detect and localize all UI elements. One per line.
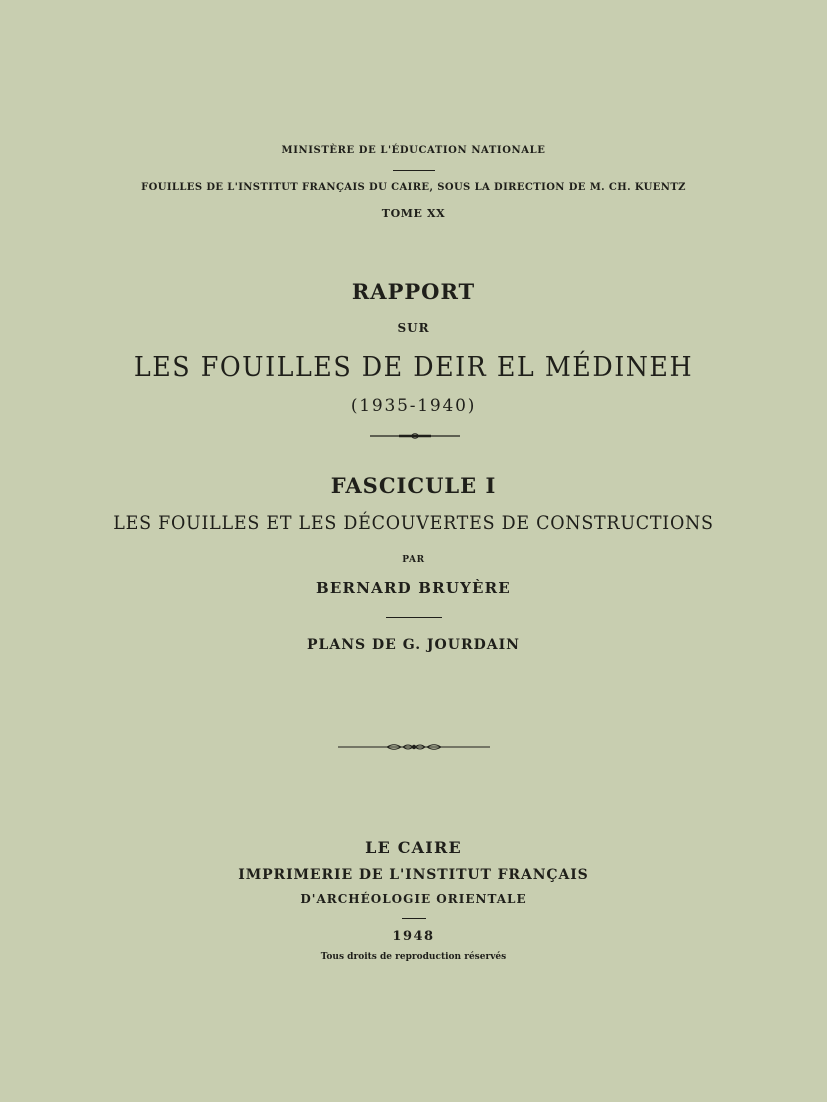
divider-rule bbox=[386, 617, 442, 618]
rights-notice: Tous droits de reproduction réservés bbox=[320, 952, 507, 962]
rapport-heading: RAPPORT bbox=[351, 279, 476, 304]
ministry-line: MINISTÈRE DE L'ÉDUCATION NATIONALE bbox=[281, 145, 546, 156]
series-line: FOUILLES DE L'INSTITUT FRANÇAIS DU CAIRE, SOUS LA DIRECTION DE M. CH. KUENTZ bbox=[141, 182, 686, 193]
imprint-printer: IMPRIMERIE DE L'INSTITUT FRANÇAIS bbox=[238, 867, 589, 883]
imprint-year: 1948 bbox=[392, 929, 435, 944]
imprint-printer-line2: D'ARCHÉOLOGIE ORIENTALE bbox=[300, 892, 527, 906]
main-title: LES FOUILLES DE DEIR EL MÉDINEH bbox=[133, 352, 694, 383]
plans-credit: PLANS DE G. JOURDAIN bbox=[307, 637, 520, 653]
sur-line: SUR bbox=[397, 321, 430, 335]
imprint-city: LE CAIRE bbox=[365, 838, 462, 857]
fascicule-heading: FASCICULE I bbox=[330, 473, 497, 498]
par-line: PAR bbox=[402, 555, 425, 565]
divider-rule bbox=[393, 170, 435, 171]
ornament-flourish-icon bbox=[337, 741, 491, 753]
date-range: (1935-1940) bbox=[350, 396, 477, 416]
fascicule-subtitle: LES FOUILLES ET LES DÉCOUVERTES DE CONSTRUCTIONS bbox=[113, 512, 714, 534]
divider-rule bbox=[402, 918, 426, 919]
ornament-rule-icon bbox=[369, 431, 461, 441]
tome-line: TOME XX bbox=[381, 207, 446, 220]
author-name: BERNARD BRUYÈRE bbox=[316, 579, 511, 597]
